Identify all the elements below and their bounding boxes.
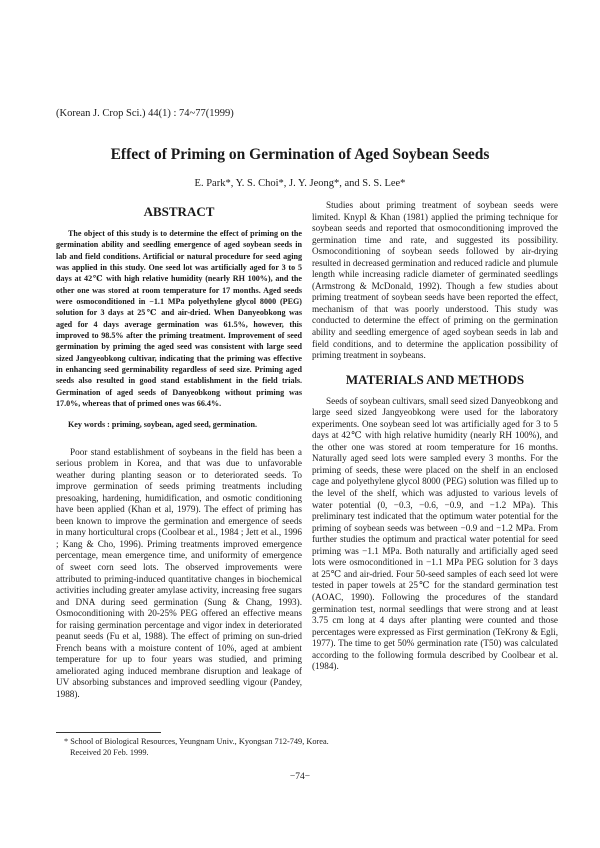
journal-reference: (Korean J. Crop Sci.) 44(1) : 74~77(1999) bbox=[56, 108, 234, 119]
methods-heading: MATERIALS AND METHODS bbox=[345, 371, 525, 387]
left-column bbox=[56, 200, 302, 701]
introduction-paragraph-2: Studies about priming treatment of soybean seeds were limited. Knypl & Khan (1981) applied the priming technique for soybean seeds and reported that osmoconditioning improved the germination time and rate, and suggested its possibility. Osmoconditioning of soybean seeds followed by air-drying resulted in decreased germination and reduced radicle and plumule length while increasing radicle diameter of germinated seedlings (Armstrong & McDonald, 1992). Though a few studies about priming treatment of soybean seeds have been reported the effect, mechanism of that was poorly understood. This study was conducted to determine the effect of priming on the germination ability and seedling emergence of aged soybean seeds in lab and field conditions, and to determine the application possibility of priming treatment in soybeans. bbox=[312, 200, 558, 361]
paper-title: Effect of Priming on Germination of Aged Soybean Seeds bbox=[110, 146, 490, 163]
footnote-received: Received 20 Feb. 1999. bbox=[70, 747, 149, 757]
page-number: −74− bbox=[289, 772, 311, 782]
keywords: Key words : priming, soybean, aged seed, germination. bbox=[68, 419, 258, 429]
methods-text: Seeds of soybean cultivars, small seed sized Danyeobkong and large seed sized Jangyeobkong were used for the laboratory experiments. One soybean seed lot was artificially aged for 3 to 5 days at 42℃ with high relative humidity (nearly RH 100%), and the other one was stored at room temperature for 16 months. Naturally aged seed lots were sampled every 3 months. For the priming of seeds, these were placed on the shelf in an enclosed cage and polyethylene glycol 8000 (PEG) solution was filled up to the level of the shelf, which was adjusted to various levels of water potential (0, −0.3, −0.6, −0.9, and −1.2 MPa). This preliminary test indicated that the optimum water potential for the priming of soybean seeds was between −0.9 and −1.2 MPa. From further studies the optimum and practical water potential for seed priming was −1.1 MPa. Both naturally and artificially aged seed lots were osmoconditioned in −1.1 MPa PEG solution for 3 days at 25℃ and air-dried. Four 50-seed samples of each seed lot were tested in paper towels at 25℃ for the standard germination test (AOAC, 1990). Following the procedures of the standard germination test, normal seedlings that were strong and at least 3.75 cm long at 4 days after planting were counted and those percentages were expressed as First germination (TeKrony & Egli, 1977). The time to get 50% germination rate (T50) was calculated according to the following formula described by Coolbear et al. (1984). bbox=[312, 395, 558, 672]
footnote-affiliation: * School of Biological Resources, Yeungnam Univ., Kyongsan 712-749, Korea. bbox=[64, 737, 329, 746]
footnote-divider bbox=[56, 732, 161, 733]
author-list: E. Park*, Y. S. Choi*, J. Y. Jeong*, and S. S. Lee* bbox=[194, 178, 406, 189]
right-column bbox=[312, 200, 558, 673]
abstract-heading: ABSTRACT bbox=[143, 204, 215, 219]
abstract-text: The object of this study is to determine the effect of priming on the germination ability and seedling emergence of aged soybean seeds in lab and field conditions. Artificial or natural procedure for seed aging was applied in this study. One seed lot was artificially aged for 3 to 5 days at 42℃ with high relative humidity (nearly RH 100%), and the other one was stored at room temperature for 17 months. Aged seeds were osmoconditioned in −1.1 MPa polyethylene glycol 8000 (PEG) solution for 3 days at 25℃ and air-dried. When Danyeobkong was aged for 4 days average germination was 61.5%, however, this improved to 98.5% after the priming treatment. Improvement of seed germination by priming the aged seed was consistent with large seed sized Jangyeobkong cultivar, indicating that the priming was effective in enhancing seed germinability regardless of seed size. Priming aged seeds also resulted in good stand establishment in the field trials. Germination of aged seeds of Danyeobkong without priming was 17.0%, whereas that of primed ones was 66.4%. bbox=[56, 229, 302, 409]
footnote bbox=[64, 737, 544, 758]
introduction-paragraph-1: Poor stand establishment of soybeans in the field has been a serious problem in Korea, and that was due to unfavorable weather during planting season or to deteriorated seeds. To improve germination of seeds priming treatments including presoaking, hardening, humidification, and osmotic conditioning have been applied (Khan et al, 1979). The effect of priming has been known to improve the germination and emergence of seeds in many horticultural crops (Coolbear et al., 1984 ; Jett et al., 1996 ; Kang & Cho, 1996). Priming treatments improved emergence percentage, mean emergence time, and uniformity of emergence of sweet corn seed lots. The observed improvements were attributed to priming-induced quantitative changes in biochemical activities including greater amylase activity, increasing free sugars and DNA during seed germination (Sung & Chang, 1993). Osmoconditioning with 20-25% PEG offered an effective means for raising germination percentage and vigor index in deteriorated peanut seeds (Fu et al, 1988). The effect of priming on sun-dried French beans with a moisture content of 10%, aged at ambient temperature for up to four years was studied, and priming ameliorated aging induced membrane disruption and leakage of UV absorbing substances and improved seedling vigour (Pandey, 1988). bbox=[56, 446, 302, 699]
